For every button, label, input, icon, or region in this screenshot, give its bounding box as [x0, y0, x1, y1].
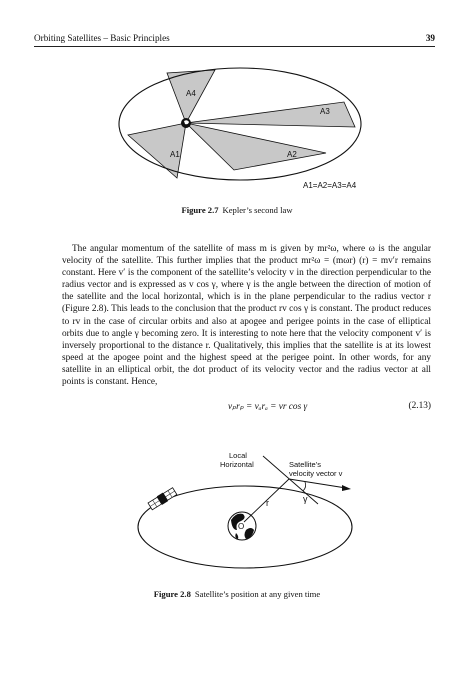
- label-a2: A2: [287, 150, 297, 159]
- local-horizontal-label-line2: Horizontal: [220, 460, 254, 469]
- radius-label-r: r: [266, 498, 269, 508]
- running-title: Orbiting Satellites – Basic Principles: [34, 33, 170, 43]
- label-a1: A1: [170, 150, 180, 159]
- center-label-o: O: [238, 522, 245, 531]
- figure-2-8-title: Satellite’s position at any given time: [194, 589, 321, 599]
- figure-2-8-satellite-diagram: [0, 440, 474, 580]
- figure-2-8-caption: [0, 589, 474, 599]
- satellite-icon: [147, 487, 177, 511]
- velocity-arrowhead: [342, 485, 351, 491]
- velocity-vector-label-line2: velocity vector v: [289, 469, 343, 478]
- equation-expression: vₚrₚ = vₐrₐ = vr cos γ: [228, 402, 308, 412]
- velocity-vector-label-line1: Satellite’s: [289, 460, 321, 469]
- label-a4: A4: [186, 89, 196, 98]
- equation-number: (2.13): [408, 401, 431, 411]
- gamma-angle-arc: [303, 482, 306, 491]
- figure-2-7-number: Figure 2.7: [181, 205, 219, 215]
- figure-2-8-number: Figure 2.8: [153, 589, 191, 599]
- area-equality-label: A1=A2=A3=A4: [303, 181, 357, 190]
- equation-2-13: [62, 401, 431, 415]
- figure-2-7-caption: [0, 205, 474, 215]
- figure-2-7-kepler-diagram: [0, 0, 474, 230]
- local-horizontal-label-line1: Local: [229, 451, 247, 460]
- page-number: 39: [425, 33, 435, 43]
- body-paragraph: [62, 243, 431, 388]
- area-a2-sector: [186, 123, 326, 170]
- gamma-label: γ: [303, 494, 308, 504]
- label-a3: A3: [320, 107, 330, 116]
- angular-momentum-paragraph: The angular momentum of the satellite of mass m is given by mr²ω, where ω is the angular velocity of the satellite. This further implies that the product mr²ω = (mωr) (r) = mv′r remains constant. Here v′ is the component of the satellite’s velocity v in the direction perpendicular to the radius vector and is expressed as v cos γ, where γ is the angle between the direction of motion of the satellite and the local horizontal, which is in the plane perpendicular to the radius vector r (Figure 2.8). This leads to the conclusion that the product rv cos γ is constant. The product reduces to rv in the case of circular orbits and also at apogee and perigee points in the case of elliptical orbits due to angle γ becoming zero. It is interesting to note here that the velocity component v′ is inversely proportional to the distance r. Qualitatively, this implies that the satellite is at its lowest speed at the apogee point and the highest speed at the perigee point. In other words, for any satellite in an elliptical orbit, the dot product of its velocity vector and the radius vector at all points is constant. Hence,: [62, 244, 431, 388]
- figure-2-7-title: Kepler’s second law: [222, 205, 293, 215]
